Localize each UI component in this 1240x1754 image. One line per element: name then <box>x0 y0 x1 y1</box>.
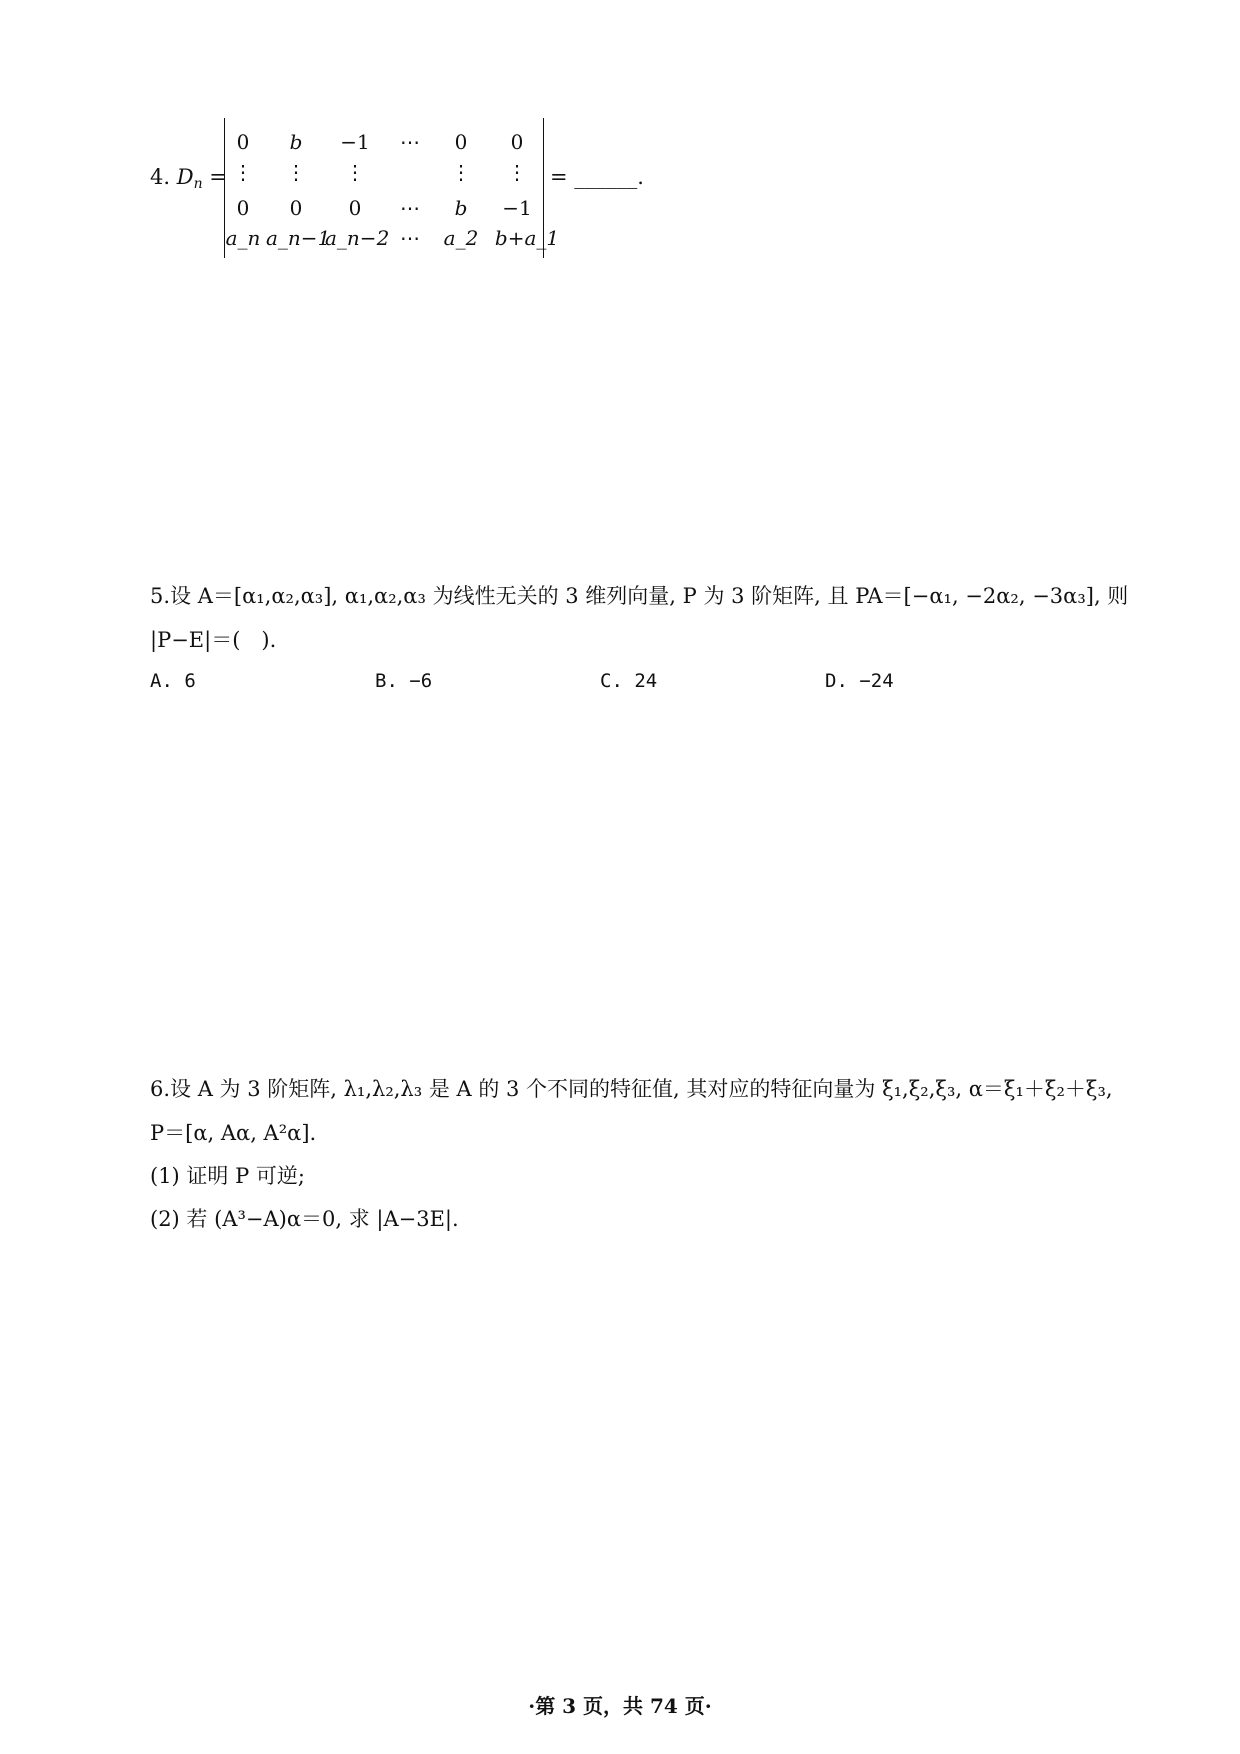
matrix-cell: −1 <box>340 130 370 154</box>
matrix-cell: 0 <box>510 130 524 154</box>
matrix-cell: a_2 <box>443 226 479 250</box>
problem-5-text-cont: |P−E|＝( ). <box>150 628 277 652</box>
matrix-cell: 0 <box>348 196 362 220</box>
matrix-cell: a_n <box>225 226 261 250</box>
matrix-cell: a_n−1 <box>266 226 331 250</box>
matrix-cell: ⋮ <box>286 160 306 184</box>
problem-6-part-2: (2) 若 (A³−A)α＝0, 求 |A−3E|. <box>150 1207 459 1231</box>
determinant-matrix <box>224 118 560 258</box>
determinant-subscript: n <box>193 176 203 192</box>
matrix-cell: a_n−2 <box>325 226 390 250</box>
matrix-cell: ⋮ <box>345 160 365 184</box>
matrix-cell: ⋮ <box>507 160 527 184</box>
option-d: D. −24 <box>825 670 894 692</box>
determinant-symbol: D <box>176 165 194 189</box>
option-c: C. 24 <box>600 670 658 692</box>
problem-6-part-1: (1) 证明 P 可逆; <box>150 1164 305 1188</box>
problem-6-text: 6.设 A 为 3 阶矩阵, λ₁,λ₂,λ₃ 是 A 的 3 个不同的特征值, 其对应的特征向量为 ξ₁,ξ₂,ξ₃, α＝ξ₁＋ξ₂＋ξ₃, <box>150 1077 1113 1101</box>
problem-5-text: 5.设 A＝[α₁,α₂,α₃], α₁,α₂,α₃ 为线性无关的 3 维列向量, P 为 3 阶矩阵, 且 PA＝[−α₁, −2α₂, −3α₃], 则 <box>150 584 1129 608</box>
matrix-cell: ⋯ <box>400 130 420 154</box>
blank-line: ______. <box>574 165 644 189</box>
matrix-cell: ⋮ <box>451 160 471 184</box>
matrix-cell: 0 <box>236 130 250 154</box>
equals-sign: = <box>550 165 568 189</box>
option-a: A. 6 <box>150 670 196 692</box>
matrix-cell: 0 <box>236 196 250 220</box>
matrix-cell: 0 <box>289 196 303 220</box>
matrix-cell: ⋯ <box>400 226 420 250</box>
problem-number: 4. <box>150 165 171 189</box>
option-b: B. −6 <box>375 670 433 692</box>
matrix-cell: ⋯ <box>400 196 420 220</box>
matrix-cell: 0 <box>454 130 468 154</box>
matrix-cell: b <box>454 196 468 220</box>
problem-6-text-cont: P＝[α, Aα, A²α]. <box>150 1121 317 1145</box>
matrix-cell: ⋮ <box>233 160 253 184</box>
matrix-cell: −1 <box>502 196 532 220</box>
page-footer: ·第 3 页，共 74 页· <box>528 1694 712 1718</box>
matrix-cell: b+a_1 <box>494 226 560 250</box>
answer-blank <box>550 165 644 189</box>
equals-sign: = <box>209 165 227 189</box>
matrix-cell: b <box>289 130 303 154</box>
